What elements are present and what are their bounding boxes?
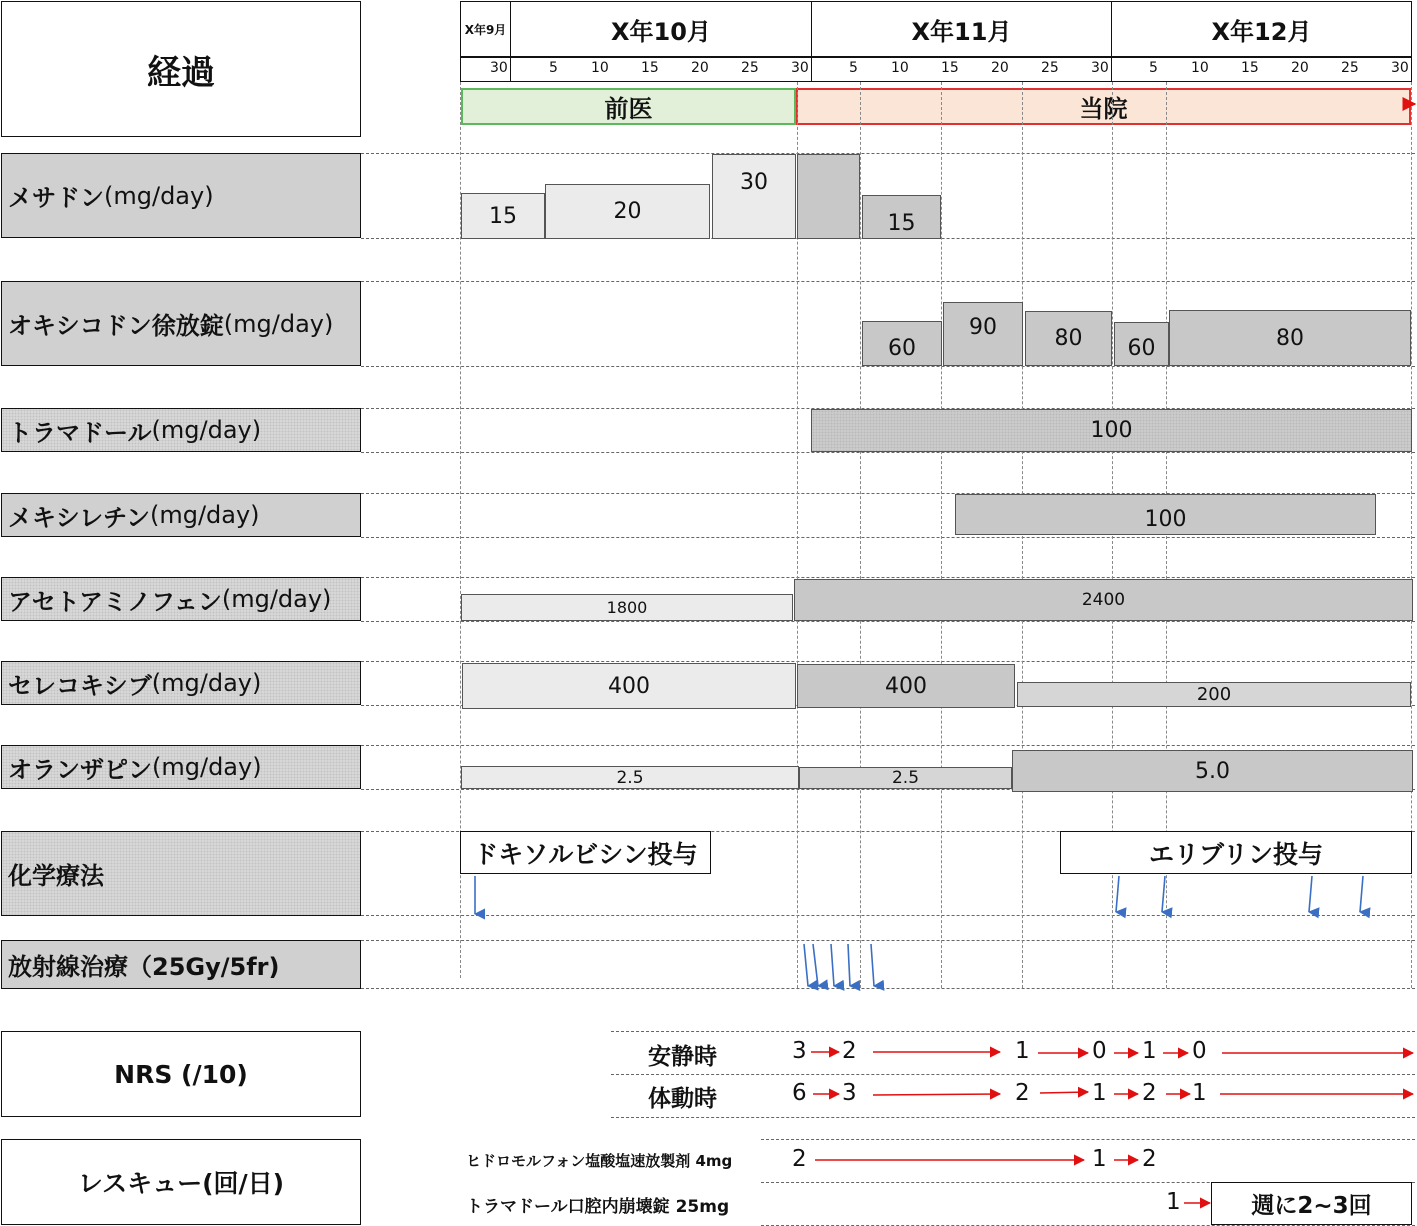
nrs-rest-value: 3 <box>792 1038 807 1064</box>
guide-line <box>941 82 942 988</box>
chemo-doxorubicin-box: ドキソルビシン投与 <box>460 831 711 874</box>
row-line <box>361 745 1415 746</box>
nrs-rest-label: 安静時 <box>648 1044 717 1070</box>
row-line <box>611 1074 1415 1075</box>
tick-label: 15 <box>1241 60 1259 76</box>
tick-label: 30 <box>791 60 809 76</box>
bar-acetaminophen-1800: 1800 <box>461 594 793 621</box>
row-line <box>361 452 1415 453</box>
row-label-chemo: 化学療法 <box>1 831 361 916</box>
row-label-methadone: メサドン (mg/day) <box>1 153 361 238</box>
radiation-arrow <box>848 944 850 986</box>
bar-oxycodone-60b: 60 <box>1114 322 1169 366</box>
nrs-motion-value: 2 <box>1142 1080 1157 1106</box>
tick-label: 20 <box>1291 60 1309 76</box>
rescue-value: 2 <box>792 1146 807 1172</box>
chemo-eribulin-box: エリブリン投与 <box>1060 831 1412 874</box>
nrs-motion-value: 1 <box>1192 1080 1207 1106</box>
tick-divider-1 <box>510 57 511 82</box>
tick-label: 25 <box>741 60 759 76</box>
row-label-acetaminophen: アセトアミノフェン (mg/day) <box>1 577 361 621</box>
tick-label: 5 <box>549 60 558 76</box>
tick-label: 20 <box>991 60 1009 76</box>
rescue-hydromorphone-label: ヒドロモルフォン塩酸塩速放製剤 4mg <box>466 1152 733 1170</box>
tick-divider-3 <box>1111 57 1112 82</box>
row-line <box>361 281 1415 282</box>
bar-celecoxib-400b: 400 <box>797 664 1015 708</box>
rescue-value: 1 <box>1166 1189 1181 1215</box>
tick-label: 10 <box>891 60 909 76</box>
title-box <box>1 1 361 137</box>
tick-label: 25 <box>1041 60 1059 76</box>
tick-label: 20 <box>691 60 709 76</box>
row-label-tramadol: トラマドール (mg/day) <box>1 408 361 452</box>
month-oct: X年10月 <box>510 1 812 57</box>
tick-label: 30 <box>1091 60 1109 76</box>
nrs-arrow <box>1040 1092 1088 1093</box>
nrs-motion-value: 2 <box>1015 1080 1030 1106</box>
tick-label: 10 <box>1191 60 1209 76</box>
nrs-rest-value: 0 <box>1192 1038 1207 1064</box>
row-line <box>361 621 1415 622</box>
nrs-rest-arrows <box>811 1052 1413 1053</box>
dose-arrow <box>1360 876 1363 912</box>
tick-label: 15 <box>941 60 959 76</box>
nrs-rest-value: 1 <box>1142 1038 1157 1064</box>
dose-arrow <box>1116 876 1119 912</box>
nrs-motion-arrows <box>813 1092 1413 1095</box>
page-title: 経過 <box>147 52 215 93</box>
bar-mexiletine-100: 100 <box>955 494 1376 535</box>
row-line <box>361 940 1415 941</box>
rescue-final-box: 週に2~3回 <box>1211 1182 1412 1225</box>
tick-label: 25 <box>1341 60 1359 76</box>
bar-methadone-30: 30 <box>712 154 796 239</box>
tick-divider-2 <box>811 57 812 82</box>
bar-oxycodone-80b: 80 <box>1169 310 1411 366</box>
row-label-radiation: 放射線治療（25Gy/5fr) <box>1 940 361 989</box>
guide-line <box>860 82 861 988</box>
header-divider <box>460 57 1412 58</box>
row-label-oxycodone: オキシコドン徐放錠 (mg/day) <box>1 281 361 366</box>
row-line <box>361 366 1415 367</box>
period-our-hospital: 当院 <box>796 88 1411 125</box>
row-label-olanzapine: オランザピン (mg/day) <box>1 745 361 789</box>
radiation-arrows <box>804 944 874 986</box>
nrs-rest-value: 0 <box>1092 1038 1107 1064</box>
radiation-arrow <box>804 944 808 986</box>
bar-oxycodone-60: 60 <box>862 321 942 366</box>
bar-methadone-20: 20 <box>545 184 710 239</box>
chemo-dose-arrows <box>475 876 1363 914</box>
nrs-label-box: NRS (/10) <box>1 1031 361 1117</box>
nrs-rest-value: 2 <box>842 1038 857 1064</box>
nrs-motion-value: 6 <box>792 1080 807 1106</box>
nrs-arrow <box>873 1094 1000 1095</box>
nrs-motion-label: 体動時 <box>648 1086 717 1112</box>
tick-label: 5 <box>849 60 858 76</box>
bar-celecoxib-400: 400 <box>462 663 796 709</box>
guide-line <box>1022 82 1023 988</box>
bar-methadone-transition <box>797 154 860 239</box>
bar-celecoxib-200: 200 <box>1017 682 1411 707</box>
dose-arrow <box>1309 876 1312 912</box>
tick-label: 30 <box>490 60 508 76</box>
bar-oxycodone-90: 90 <box>943 302 1023 366</box>
rescue-value: 2 <box>1142 1146 1157 1172</box>
period-previous-hospital: 前医 <box>461 88 796 125</box>
radiation-arrow <box>871 944 874 986</box>
bar-olanzapine-5.0: 5.0 <box>1012 750 1413 792</box>
rescue-label-box: レスキュー(回/日) <box>1 1139 361 1225</box>
row-line <box>361 537 1415 538</box>
month-sep: X年9月 <box>460 1 511 57</box>
row-line <box>611 1117 1415 1118</box>
nrs-rest-value: 1 <box>1015 1038 1030 1064</box>
row-line <box>361 577 1415 578</box>
month-nov: X年11月 <box>811 1 1112 57</box>
bar-tramadol-100: 100 <box>811 409 1412 452</box>
row-line <box>761 1139 1415 1140</box>
tick-label: 10 <box>591 60 609 76</box>
row-line <box>361 988 1415 989</box>
radiation-arrow <box>831 944 834 986</box>
tick-label: 15 <box>641 60 659 76</box>
row-line <box>361 153 1415 154</box>
row-line <box>361 915 1415 916</box>
bar-olanzapine-2.5: 2.5 <box>461 766 799 789</box>
row-label-celecoxib: セレコキシブ (mg/day) <box>1 661 361 705</box>
radiation-arrow <box>813 944 818 986</box>
bar-methadone-15b: 15 <box>862 195 941 239</box>
month-dec: X年12月 <box>1111 1 1412 57</box>
bar-acetaminophen-2400: 2400 <box>794 579 1413 621</box>
row-line <box>361 661 1415 662</box>
dose-arrow <box>1162 876 1165 912</box>
row-line <box>611 1031 1415 1032</box>
rescue-tramadol-od-label: トラマドール口腔内崩壊錠 25mg <box>466 1197 730 1217</box>
nrs-motion-value: 1 <box>1092 1080 1107 1106</box>
nrs-motion-value: 3 <box>842 1080 857 1106</box>
rescue-value: 1 <box>1092 1146 1107 1172</box>
bar-methadone-15: 15 <box>461 193 545 239</box>
row-label-mexiletine: メキシレチン (mg/day) <box>1 493 361 537</box>
bar-olanzapine-2.5b: 2.5 <box>799 767 1012 789</box>
bar-oxycodone-80: 80 <box>1025 311 1112 366</box>
tick-label: 30 <box>1391 60 1409 76</box>
tick-label: 5 <box>1149 60 1158 76</box>
